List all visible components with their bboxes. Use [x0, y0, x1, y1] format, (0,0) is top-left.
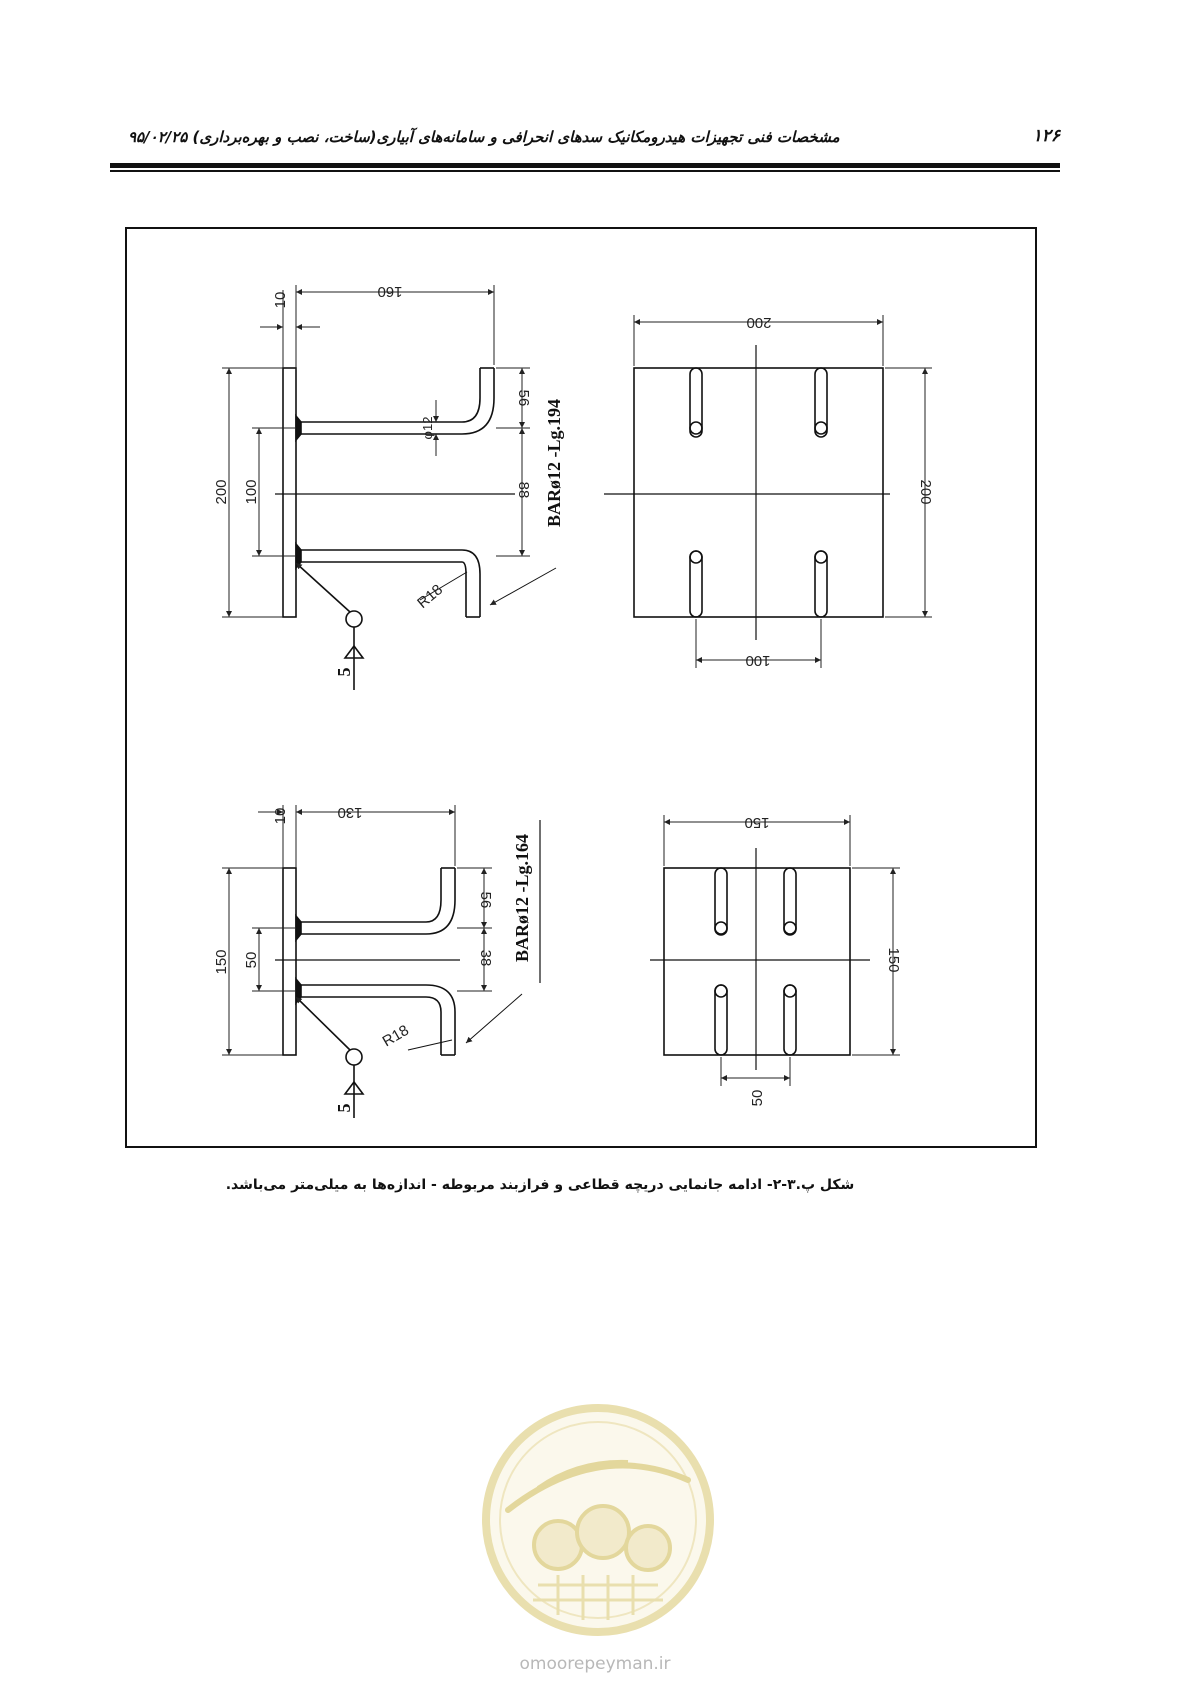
weld-size-bottom: 5 [334, 1103, 354, 1113]
bottom-side-view [275, 820, 540, 1118]
omoorepeyman-seal-icon [478, 1400, 718, 1640]
dim-150-front-top: 150 [744, 814, 770, 831]
dim-50-bottom-side: 50 [243, 951, 260, 969]
dim-130: 130 [337, 804, 363, 821]
bottom-front-plate [664, 868, 850, 1055]
figure-frame [126, 228, 1036, 1147]
dim-50-front-bottom: 50 [749, 1089, 766, 1107]
bar-label-bottom: BARø12 -Lg.164 [512, 833, 532, 963]
dim-88: 88 [515, 481, 532, 499]
bottom-side-dim-text [213, 804, 532, 1113]
bottom-front-view [650, 848, 870, 1070]
top-side-view [275, 368, 556, 690]
dim-200-front-top: 200 [746, 314, 772, 331]
dim-150-bottom-side: 150 [213, 949, 230, 975]
running-title: مشخصات فنی تجهیزات هیدرومکانیک سدهای انحرافی و سامانه‌های آبیاری(ساخت، نصب و بهره‌برداری) ۹۵/۰۲/۲۵ [128, 128, 840, 146]
top-side-dimensions [222, 285, 530, 617]
dim-10-bottom: 10 [272, 807, 289, 825]
page-number: ۱۲۶ [1032, 126, 1060, 146]
bar-label-top: BARø12 -Lg.194 [544, 398, 564, 528]
dim-200-front-right: 200 [917, 479, 934, 505]
top-front-plate [634, 368, 883, 617]
dim-phi12: φ12 [420, 416, 435, 440]
dim-150-front-right: 150 [885, 947, 902, 973]
dim-r18-top: R18 [414, 581, 447, 612]
dim-10-top: 10 [272, 291, 289, 309]
dim-100-top-side: 100 [243, 479, 260, 505]
dim-100-front-bottom: 100 [745, 652, 771, 669]
top-base-plate [283, 368, 296, 617]
dim-56-top: 56 [515, 389, 532, 407]
watermark-url: omoorepeyman.ir [519, 1654, 671, 1674]
dim-r18-bottom: R18 [379, 1021, 412, 1051]
dim-56-bottom: 56 [477, 891, 494, 909]
dim-160: 160 [377, 283, 403, 300]
dim-38: 38 [477, 949, 494, 967]
bottom-base-plate [283, 868, 296, 1055]
weld-size-top: 5 [334, 667, 354, 677]
top-front-view [604, 345, 890, 640]
dim-200-top-side: 200 [213, 479, 230, 505]
figure-caption: شکل پ.۳-۲- ادامه جانمایی دریچه قطاعی و فرازبند مربوطه - اندازه‌ها به میلی‌متر می‌باشد. [225, 1177, 855, 1193]
bottom-side-dimensions [222, 805, 492, 1055]
